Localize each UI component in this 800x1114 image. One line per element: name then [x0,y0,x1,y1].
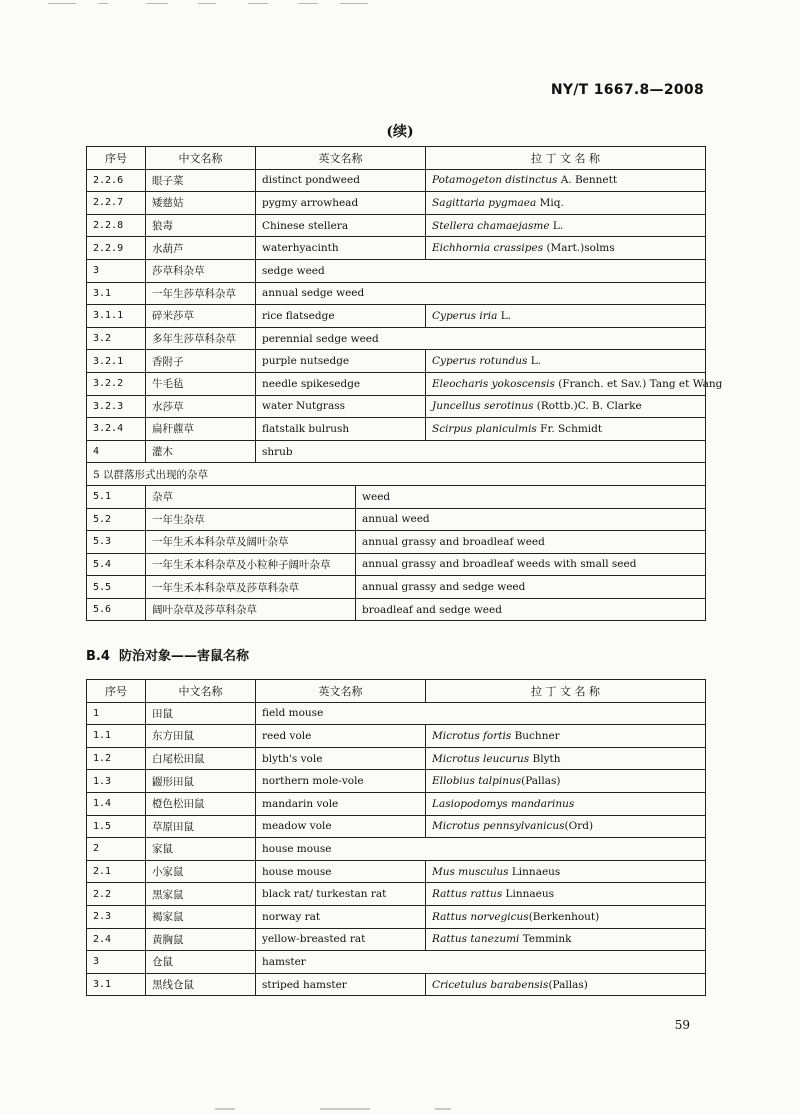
latin-author: L. [527,355,542,368]
table-row [87,305,706,328]
chinese-name: 一年生禾本科杂草及小粒种子阔叶杂草 [146,553,356,576]
table-row [87,395,706,418]
table-row [87,508,706,531]
chinese-name: 褐家鼠 [146,905,256,928]
row-number: 2.4 [87,928,146,951]
latin-name-cell [426,973,706,996]
table-row [87,905,706,928]
latin-binomial: Eleocharis yokoscensis [432,377,555,390]
table-row [87,440,706,463]
chinese-name: 扁秆藨草 [146,418,256,441]
row-number: 3.2.1 [87,350,146,373]
table-row [87,372,706,395]
latin-name-cell [426,192,706,215]
latin-binomial: Scirpus planiculmis [432,422,537,435]
weed-table-body [87,169,723,621]
chinese-name: 碎米莎草 [146,305,256,328]
table-row [87,282,706,305]
chinese-name: 阔叶杂草及莎草科杂草 [146,598,356,621]
english-name: norway rat [256,905,426,928]
row-number: 2.1 [87,860,146,883]
english-name: shrub [256,440,706,463]
row-number: 1.4 [87,792,146,815]
english-name: annual grassy and broadleaf weed [356,531,706,554]
chinese-name: 田鼠 [146,702,256,725]
row-number: 1.3 [87,770,146,793]
latin-binomial: Juncellus serotinus [432,400,534,413]
chinese-name: 水葫芦 [146,237,256,260]
table-row [87,838,706,861]
table-row [87,815,706,838]
table-row [87,214,706,237]
latin-author: Miq. [536,196,564,209]
latin-name-cell [426,418,706,441]
row-number: 3.2.3 [87,395,146,418]
table-row [87,259,706,282]
english-name: meadow vole [256,815,426,838]
english-name: pygmy arrowhead [256,192,426,215]
latin-name-cell [426,305,706,328]
latin-name-cell [426,169,706,192]
row-number: 2.2 [87,883,146,906]
chinese-name: 香附子 [146,350,256,373]
column-header-number: 序号 [87,147,146,170]
english-name: Chinese stellera [256,214,426,237]
english-name: purple nutsedge [256,350,426,373]
latin-author: L. [497,309,512,322]
english-name: house mouse [256,860,426,883]
table-row [87,928,706,951]
latin-binomial: Rattus norvegicus [432,910,529,923]
english-name: hamster [256,951,706,974]
column-header-english: 英文名称 [256,147,426,170]
row-number: 3 [87,259,146,282]
chinese-name: 白尾松田鼠 [146,747,256,770]
row-number: 5.4 [87,553,146,576]
latin-binomial: Rattus rattus [432,888,503,901]
latin-binomial: Microtus pennsylvanicus [432,820,565,833]
row-number: 2.2.8 [87,214,146,237]
chinese-name: 多年生莎草科杂草 [146,327,256,350]
row-number: 3 [87,951,146,974]
chinese-name: 矮慈姑 [146,192,256,215]
rodent-names-table [86,679,706,996]
row-number: 1 [87,702,146,725]
english-name: annual sedge weed [256,282,706,305]
weed-names-table [86,146,723,621]
latin-binomial: Cyperus rotundus [432,355,528,368]
chinese-name: 鼹形田鼠 [146,770,256,793]
latin-author: Buchner [511,729,560,742]
latin-name-cell [426,725,706,748]
table-row [87,350,706,373]
latin-name-cell [426,237,706,260]
rodent-table-body [87,702,706,996]
chinese-name: 仓鼠 [146,951,256,974]
chinese-name: 莎草科杂草 [146,259,256,282]
latin-author: Temmink [519,933,572,946]
chinese-name: 黄胸鼠 [146,928,256,951]
table-row [87,553,706,576]
latin-author: Fr. Schmidt [536,422,603,435]
column-header-chinese: 中文名称 [146,147,256,170]
latin-name-cell [426,905,706,928]
row-number: 1.1 [87,725,146,748]
table-row [87,860,706,883]
table-row [87,770,706,793]
column-header-latin: 拉 丁 文 名 称 [426,680,706,703]
section-title: 防治对象——害鼠名称 [118,649,249,664]
row-number: 2.2.6 [87,169,146,192]
english-name: perennial sedge weed [256,327,706,350]
latin-name-cell [426,395,706,418]
latin-binomial: Sagittaria pygmaea [432,196,537,209]
table-row [87,598,706,621]
chinese-name: 一年生禾本科杂草及阔叶杂草 [146,531,356,554]
section-number: B.4 [86,649,110,664]
english-name: annual grassy and sedge weed [356,576,706,599]
row-number: 3.2.2 [87,372,146,395]
latin-binomial: Cyperus iria [432,309,498,322]
latin-name-cell [426,747,706,770]
chinese-name: 一年生莎草科杂草 [146,282,256,305]
latin-binomial: Microtus leucurus [432,752,530,765]
latin-author: Blyth [529,752,561,765]
latin-author: (Pallas) [521,775,561,788]
latin-binomial: Mus musculus [432,865,509,878]
table-header-row [87,680,706,703]
latin-author: L. [549,219,564,232]
row-number: 5.2 [87,508,146,531]
latin-binomial: Stellera chamaejasme [432,219,550,232]
table-row [87,192,706,215]
chinese-name: 水莎草 [146,395,256,418]
table-row [87,237,706,260]
english-name: broadleaf and sedge weed [356,598,706,621]
table-header-row [87,147,706,170]
english-name: sedge weed [256,259,706,282]
table-row [87,973,706,996]
latin-name-cell [426,372,723,395]
table-row [87,485,706,508]
latin-author: (Mart.)solms [543,242,615,255]
row-number: 1.5 [87,815,146,838]
english-name: flatstalk bulrush [256,418,426,441]
chinese-name: 一年生禾本科杂草及莎草科杂草 [146,576,356,599]
latin-binomial: Cricetulus barabensis [432,978,549,991]
chinese-name: 黑家鼠 [146,883,256,906]
row-number: 3.2.4 [87,418,146,441]
table-row [87,169,706,192]
english-name: annual grassy and broadleaf weeds with small seed [356,553,706,576]
row-number: 4 [87,440,146,463]
english-name: distinct pondweed [256,169,426,192]
column-header-latin: 拉 丁 文 名 称 [426,147,706,170]
english-name: house mouse [256,838,706,861]
chinese-name: 橙色松田鼠 [146,792,256,815]
latin-binomial: Ellobius talpinus [432,775,522,788]
latin-binomial: Eichhornia crassipes [432,242,544,255]
row-number: 5.6 [87,598,146,621]
english-name: waterhyacinth [256,237,426,260]
row-number: 5.5 [87,576,146,599]
latin-binomial: Lasiopodomys mandarinus [432,797,575,810]
scan-top-marks [48,3,388,7]
row-number: 2.3 [87,905,146,928]
table-row [87,951,706,974]
row-number: 1.2 [87,747,146,770]
chinese-name: 小家鼠 [146,860,256,883]
table-row [87,327,706,350]
english-name: blyth's vole [256,747,426,770]
latin-author: (Rottb.)C. B. Clarke [533,400,642,413]
standard-code: NY/T 1667.8—2008 [550,82,704,98]
latin-binomial: Rattus tanezumi [432,933,520,946]
latin-name-cell [426,214,706,237]
column-header-english: 英文名称 [256,680,426,703]
column-header-chinese: 中文名称 [146,680,256,703]
row-number: 3.2 [87,327,146,350]
latin-author: Linnaeus [502,888,555,901]
table-row [87,747,706,770]
page-number: 59 [674,1018,690,1032]
continued-label: (续) [386,124,414,140]
latin-author: (Ord) [564,820,594,833]
table-row [87,463,706,486]
row-number: 3.1 [87,973,146,996]
latin-name-cell [426,792,706,815]
row-number: 3.1.1 [87,305,146,328]
english-name: water Nutgrass [256,395,426,418]
row-number: 3.1 [87,282,146,305]
table-row [87,883,706,906]
latin-binomial: Potamogeton distinctus [432,174,558,187]
chinese-name: 黑线仓鼠 [146,973,256,996]
english-name: reed vole [256,725,426,748]
row-number: 2 [87,838,146,861]
section-heading-b4 [86,645,249,664]
group-heading: 5 以群落形式出现的杂草 [87,463,706,486]
latin-name-cell [426,883,706,906]
latin-name-cell [426,350,706,373]
table-row [87,576,706,599]
row-number: 5.3 [87,531,146,554]
latin-author: (Berkenhout) [528,910,600,923]
latin-binomial: Microtus fortis [432,729,512,742]
latin-name-cell [426,770,706,793]
latin-author: (Pallas) [548,978,588,991]
english-name: mandarin vole [256,792,426,815]
scan-bottom-marks [215,1108,495,1112]
latin-name-cell [426,815,706,838]
english-name: field mouse [256,702,706,725]
english-name: annual weed [356,508,706,531]
table-row [87,531,706,554]
english-name: weed [356,485,706,508]
english-name: rice flatsedge [256,305,426,328]
chinese-name: 狼毒 [146,214,256,237]
chinese-name: 眼子菜 [146,169,256,192]
column-header-number: 序号 [87,680,146,703]
chinese-name: 东方田鼠 [146,725,256,748]
chinese-name: 草原田鼠 [146,815,256,838]
table-row [87,702,706,725]
table-row [87,725,706,748]
latin-author: Linnaeus [508,865,561,878]
latin-author: (Franch. et Sav.) Tang et Wang [554,377,723,390]
english-name: striped hamster [256,973,426,996]
chinese-name: 一年生杂草 [146,508,356,531]
row-number: 5.1 [87,485,146,508]
table-row [87,792,706,815]
chinese-name: 灌木 [146,440,256,463]
english-name: northern mole-vole [256,770,426,793]
chinese-name: 家鼠 [146,838,256,861]
english-name: needle spikesedge [256,372,426,395]
latin-name-cell [426,860,706,883]
row-number: 2.2.9 [87,237,146,260]
row-number: 2.2.7 [87,192,146,215]
chinese-name: 牛毛毡 [146,372,256,395]
latin-author: A. Bennett [557,174,618,187]
english-name: black rat/ turkestan rat [256,883,426,906]
table-row [87,418,706,441]
chinese-name: 杂草 [146,485,356,508]
latin-name-cell [426,928,706,951]
english-name: yellow-breasted rat [256,928,426,951]
